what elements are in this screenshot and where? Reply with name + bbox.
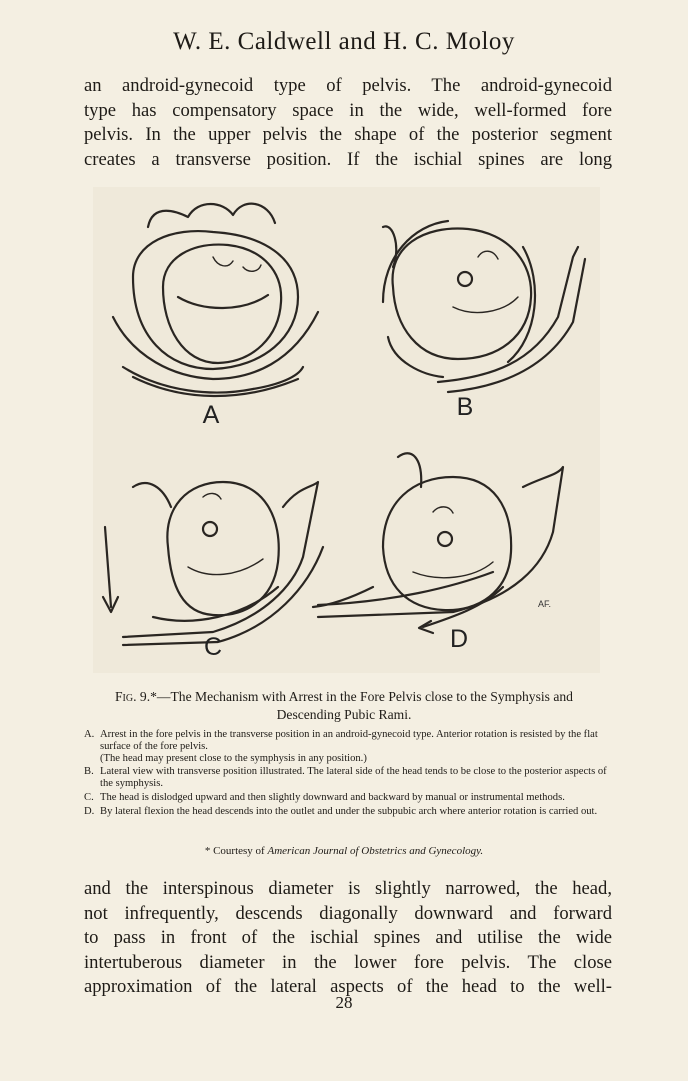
running-head: W. E. Caldwell and H. C. Moloy: [173, 28, 515, 55]
panel-label-d: D: [449, 625, 469, 653]
footnote-source: American Journal of Obstetrics and Gynecology.: [267, 845, 484, 857]
text-line: pelvis. In the upper pelvis the shape of the posterior segment: [84, 124, 612, 146]
text-line: to pass in front of the ischial spines and utilise the wide: [84, 927, 612, 949]
legend-item: [84, 792, 612, 804]
legend-text: Arrest in the fore pelvis in the transverse position in an android-gynecoid type. Anterior rotation is resisted by the flat surface of the fore pelvis.: [100, 729, 598, 752]
panel-c-drawing: [103, 482, 323, 645]
legend-note: (The head may present close to the symphysis in any position.): [100, 752, 367, 764]
legend-text: By lateral flexion the head descends into the outlet and under the subpubic arch where anterior rotation is carried out.: [100, 805, 598, 817]
text-line: an android-gynecoid type of pelvis. The android-gynecoid: [84, 75, 612, 96]
artist-initials: AF.: [538, 599, 552, 609]
panel-label-a: A: [202, 401, 220, 429]
figure-drawing: [93, 187, 600, 673]
page-number: 28: [335, 993, 353, 1012]
bottom-paragraph: [84, 877, 612, 1000]
legend-item: [84, 766, 612, 790]
text-line: not infrequently, descends diagonally downward and forward: [84, 902, 612, 924]
legend-item: [84, 729, 612, 764]
panel-label-b: B: [456, 393, 474, 421]
legend-item: [84, 806, 612, 818]
text-line: type has compensatory space in the wide, well-formed fore: [84, 99, 612, 121]
footnote: [0, 845, 688, 857]
figure-caption: [100, 688, 588, 724]
text-line: creates a transverse position. If the ischial spines are long: [84, 148, 612, 170]
legend-letter: D.: [84, 805, 95, 817]
panel-label-c: C: [203, 633, 223, 661]
top-paragraph: [84, 74, 612, 172]
panel-a-drawing: [113, 204, 318, 396]
caption-text: —The Mechanism with Arrest in the Fore Pelvis close to the Symphysis and Descending Pubic Rami.: [156, 689, 573, 722]
footnote-prefix: * Courtesy of: [204, 845, 268, 857]
text-line: and the interspinous diameter is slightly narrowed, the head,: [84, 878, 612, 899]
caption-label: Fig. 9.*: [115, 689, 157, 704]
legend-text: Lateral view with transverse position illustrated. The lateral side of the head tends to be close to the posterior aspects of the symphysis.: [100, 766, 607, 790]
legend-letter: A.: [84, 729, 95, 740]
figure-legend: [84, 729, 612, 820]
legend-text: The head is dislodged upward and then slightly downward and backward by manual or instrumental methods.: [100, 791, 565, 803]
text-line: intertuberous diameter in the lower fore pelvis. The close: [84, 951, 612, 973]
legend-letter: C.: [84, 791, 94, 803]
panel-d-drawing: [313, 453, 563, 633]
panel-b-drawing: [383, 221, 585, 392]
figure-illustration: [93, 187, 600, 673]
legend-letter: B.: [84, 766, 94, 778]
text-line: approximation of the lateral aspects of the head to the well-: [84, 976, 612, 998]
